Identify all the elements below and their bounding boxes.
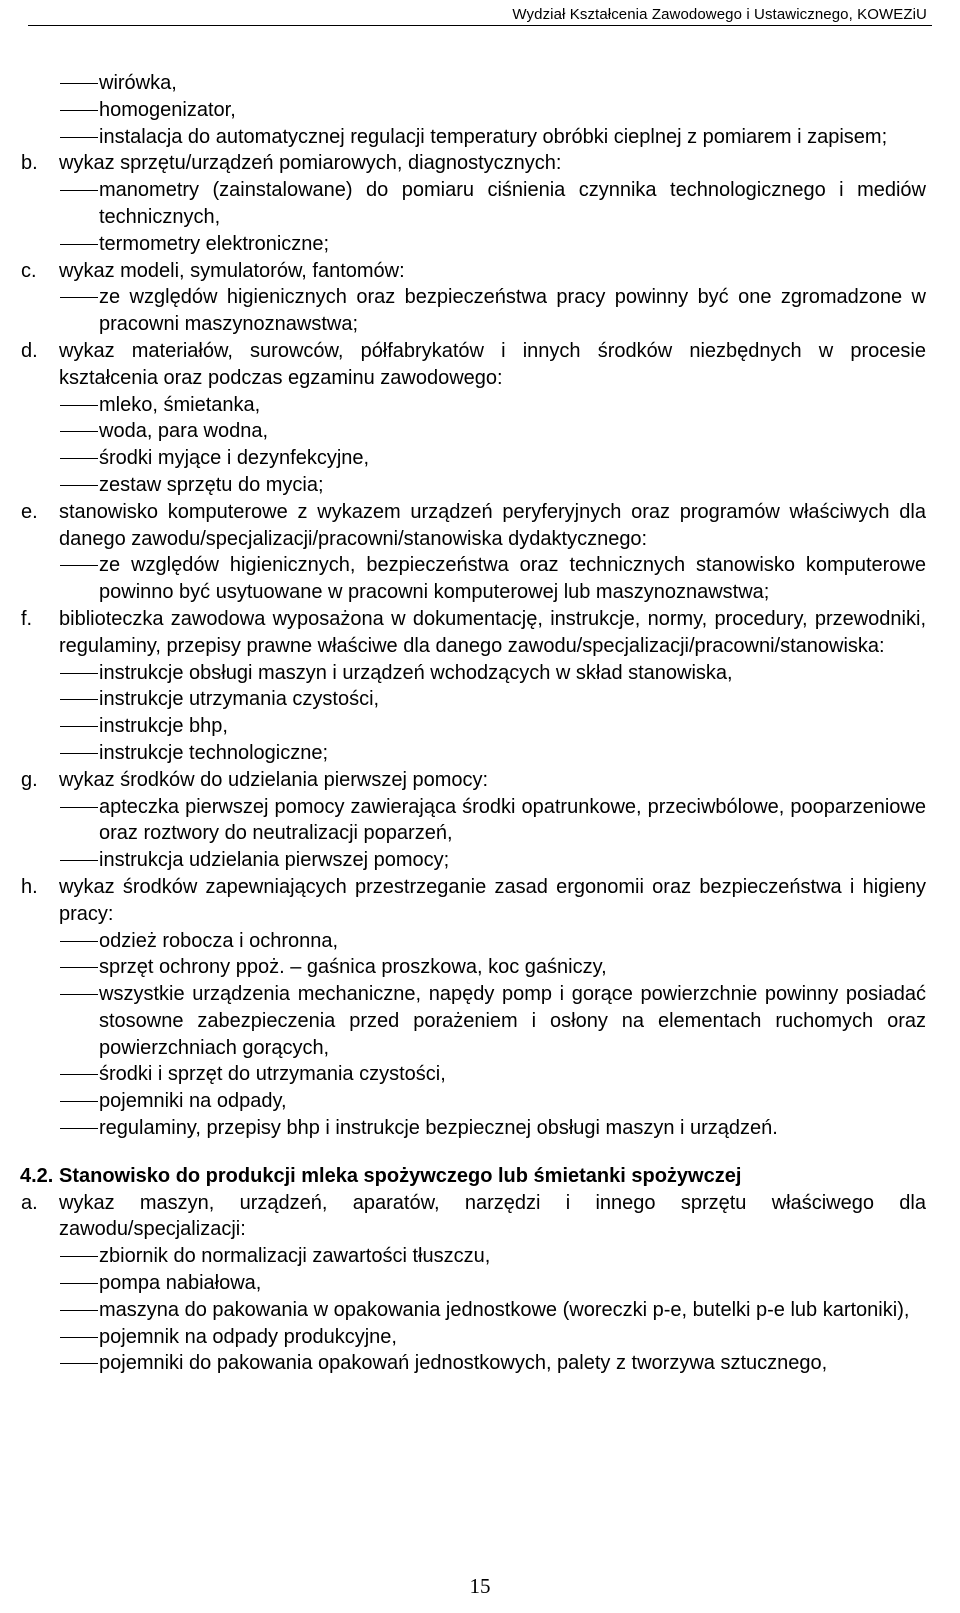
list-item	[0, 660, 960, 687]
list-item-text: zbiornik do normalizacji zawartości tłuszczu,	[99, 1245, 491, 1268]
list-item-text: środki i sprzęt do utrzymania czystości,	[99, 1063, 446, 1086]
dash-bullet	[60, 1101, 98, 1102]
dash-bullet	[60, 190, 98, 191]
list-heading-a2	[0, 1190, 960, 1244]
dash-bullet	[60, 458, 98, 459]
list-item	[0, 740, 960, 767]
list-item	[0, 954, 960, 981]
dash-bullet	[60, 297, 98, 298]
list-item-text: maszyna do pakowania w opakowania jednostkowe (woreczki p-e, butelki p-e lub kartoniki),	[99, 1298, 910, 1321]
list-marker: g.	[21, 768, 38, 791]
dash-bullet	[60, 1128, 98, 1129]
list-item	[0, 1061, 960, 1088]
header-rule	[28, 25, 932, 26]
list-item	[0, 1115, 960, 1142]
list-item-text: instrukcje obsługi maszyn i urządzeń wchodzących w skład stanowiska,	[99, 661, 733, 684]
list-b-continued	[0, 70, 960, 150]
dash-bullet	[60, 244, 98, 245]
list-item	[0, 97, 960, 124]
list-heading-d	[0, 338, 960, 392]
list-item-text: homogenizator,	[99, 98, 236, 121]
list-item	[0, 1270, 960, 1297]
list-marker: f.	[21, 607, 33, 630]
dash-bullet	[60, 83, 98, 84]
dash-bullet	[60, 1256, 98, 1257]
list-heading-text: stanowisko komputerowe z wykazem urządzeń peryferyjnych oraz programów właściwych dla danego zawodu/specjalizacji/pracowni/stanowiska dydaktycznego:	[59, 500, 926, 550]
list-item-text: instrukcja udzielania pierwszej pomocy;	[99, 849, 450, 872]
list-item	[0, 1088, 960, 1115]
page-number: 15	[469, 1574, 491, 1598]
lists-container-2	[0, 1190, 960, 1378]
header-text: Wydział Kształcenia Zawodowego i Ustawicznego, KOWEZiU	[512, 6, 927, 23]
list-item	[0, 418, 960, 445]
dash-bullet	[60, 1283, 98, 1284]
list-marker: e.	[21, 500, 38, 523]
dash-bullet	[60, 137, 98, 138]
list-item-text: sprzęt ochrony ppoż. – gaśnica proszkowa, koc gaśniczy,	[99, 956, 607, 979]
dash-bullet	[60, 726, 98, 727]
dash-bullet	[60, 1310, 98, 1311]
list-item-text: instrukcje bhp,	[99, 715, 228, 738]
list-heading-text: biblioteczka zawodowa wyposażona w dokumentację, instrukcje, normy, procedury, przewodniki, regulaminy, przepisy prawne właściwe dla danego zawodu/specjalizacji/pracowni/stanowiska:	[59, 607, 926, 657]
list-item-text: ze względów higienicznych oraz bezpieczeństwa pracy powinny być one zgromadzone w pracowni maszynoznawstwa;	[99, 286, 926, 336]
list-item	[0, 1243, 960, 1270]
list-item	[0, 928, 960, 955]
list-item	[0, 284, 960, 338]
document-body	[0, 70, 960, 1377]
list-item-text: mleko, śmietanka,	[99, 393, 261, 416]
list-item	[0, 392, 960, 419]
list-item	[0, 713, 960, 740]
list-marker: c.	[21, 259, 37, 282]
list-item	[0, 445, 960, 472]
list-item-text: termometry elektroniczne;	[99, 232, 330, 255]
dash-bullet	[60, 807, 98, 808]
dash-bullet	[60, 405, 98, 406]
list-item-text: instrukcje technologiczne;	[99, 741, 329, 764]
dash-bullet	[60, 941, 98, 942]
dash-bullet	[60, 431, 98, 432]
list-item-text: pojemnik na odpady produkcyjne,	[99, 1325, 397, 1348]
section-title: Stanowisko do produkcji mleka spożywczego lub śmietanki spożywczej	[59, 1164, 742, 1187]
list-marker: d.	[21, 339, 38, 362]
list-marker: a.	[21, 1191, 38, 1214]
list-item-text: apteczka pierwszej pomocy zawierająca środki opatrunkowe, przeciwbólowe, pooparzeniowe oraz roztwory do neutralizacji poparzeń,	[99, 795, 926, 845]
section-number: 4.2.	[20, 1164, 54, 1187]
list-item	[0, 124, 960, 151]
list-item	[0, 1297, 960, 1324]
list-heading-c	[0, 258, 960, 285]
dash-bullet	[60, 699, 98, 700]
list-item	[0, 472, 960, 499]
list-item	[0, 177, 960, 231]
list-item-text: manometry (zainstalowane) do pomiaru ciśnienia czynnika technologicznego i mediów technicznych,	[99, 179, 926, 228]
list-item	[0, 686, 960, 713]
list-item	[0, 552, 960, 606]
dash-bullet	[60, 753, 98, 754]
dash-bullet	[60, 994, 98, 995]
list-item-text: woda, para wodna,	[99, 420, 269, 443]
list-item-text: regulaminy, przepisy bhp i instrukcje bezpiecznej obsługi maszyn i urządzeń.	[99, 1117, 778, 1140]
list-item	[0, 981, 960, 1061]
list-item-text: pojemniki do pakowania opakowań jednostkowych, palety z tworzywa sztucznego,	[99, 1352, 828, 1375]
dash-bullet	[60, 1074, 98, 1075]
dash-bullet	[60, 110, 98, 111]
dash-bullet	[60, 1363, 98, 1364]
list-item-text: ze względów higienicznych, bezpieczeństwa oraz technicznych stanowisko komputerowe powinno być usytuowane w pracowni komputerowej lub maszynoznawstwa;	[99, 554, 926, 604]
dash-bullet	[60, 673, 98, 674]
list-item-text: pojemniki na odpady,	[99, 1090, 287, 1113]
list-marker: b.	[21, 152, 38, 175]
list-heading-text: wykaz materiałów, surowców, półfabrykatów i innych środków niezbędnych w procesie kształcenia oraz podczas egzaminu zawodowego:	[59, 339, 926, 389]
dash-bullet	[60, 485, 98, 486]
section-heading	[0, 1163, 960, 1190]
list-item-text: pompa nabiałowa,	[99, 1272, 262, 1295]
list-heading-text: wykaz maszyn, urządzeń, aparatów, narzędzi i innego sprzętu właściwego dla zawodu/specjalizacji:	[59, 1191, 926, 1241]
list-item	[0, 1350, 960, 1377]
list-marker: h.	[21, 875, 38, 898]
dash-bullet	[60, 565, 98, 566]
list-item-text: wirówka,	[99, 72, 177, 94]
list-heading-f	[0, 606, 960, 660]
running-header	[0, 0, 960, 30]
list-item-text: wszystkie urządzenia mechaniczne, napędy pomp i gorące powierzchnie powinny posiadać stosowne zabezpieczenia przed porażeniem i osłony na elementach ruchomych oraz powierzchniach gorących,	[99, 983, 926, 1059]
list-heading-text: wykaz środków do udzielania pierwszej pomocy:	[59, 768, 489, 791]
list-heading-text: wykaz środków zapewniających przestrzeganie zasad ergonomii oraz bezpieczeństwa i higieny pracy:	[59, 875, 926, 925]
list-item	[0, 794, 960, 848]
list-heading-e	[0, 499, 960, 553]
list-item-text: środki myjące i dezynfekcyjne,	[99, 447, 370, 470]
list-heading-g	[0, 767, 960, 794]
list-item-text: zestaw sprzętu do mycia;	[99, 473, 324, 496]
list-item-text: odzież robocza i ochronna,	[99, 929, 339, 952]
dash-bullet	[60, 967, 98, 968]
list-item	[0, 847, 960, 874]
list-item-text: instrukcje utrzymania czystości,	[99, 688, 380, 711]
list-item-text: instalacja do automatycznej regulacji temperatury obróbki cieplnej z pomiarem i zapisem;	[99, 125, 888, 148]
list-heading-b	[0, 150, 960, 177]
list-item	[0, 70, 960, 97]
list-item	[0, 231, 960, 258]
lists-container	[0, 150, 960, 1141]
list-item	[0, 1324, 960, 1351]
dash-bullet	[60, 1337, 98, 1338]
list-heading-h	[0, 874, 960, 928]
list-heading-text: wykaz modeli, symulatorów, fantomów:	[59, 259, 405, 282]
dash-bullet	[60, 860, 98, 861]
list-heading-text: wykaz sprzętu/urządzeń pomiarowych, diagnostycznych:	[59, 152, 562, 175]
